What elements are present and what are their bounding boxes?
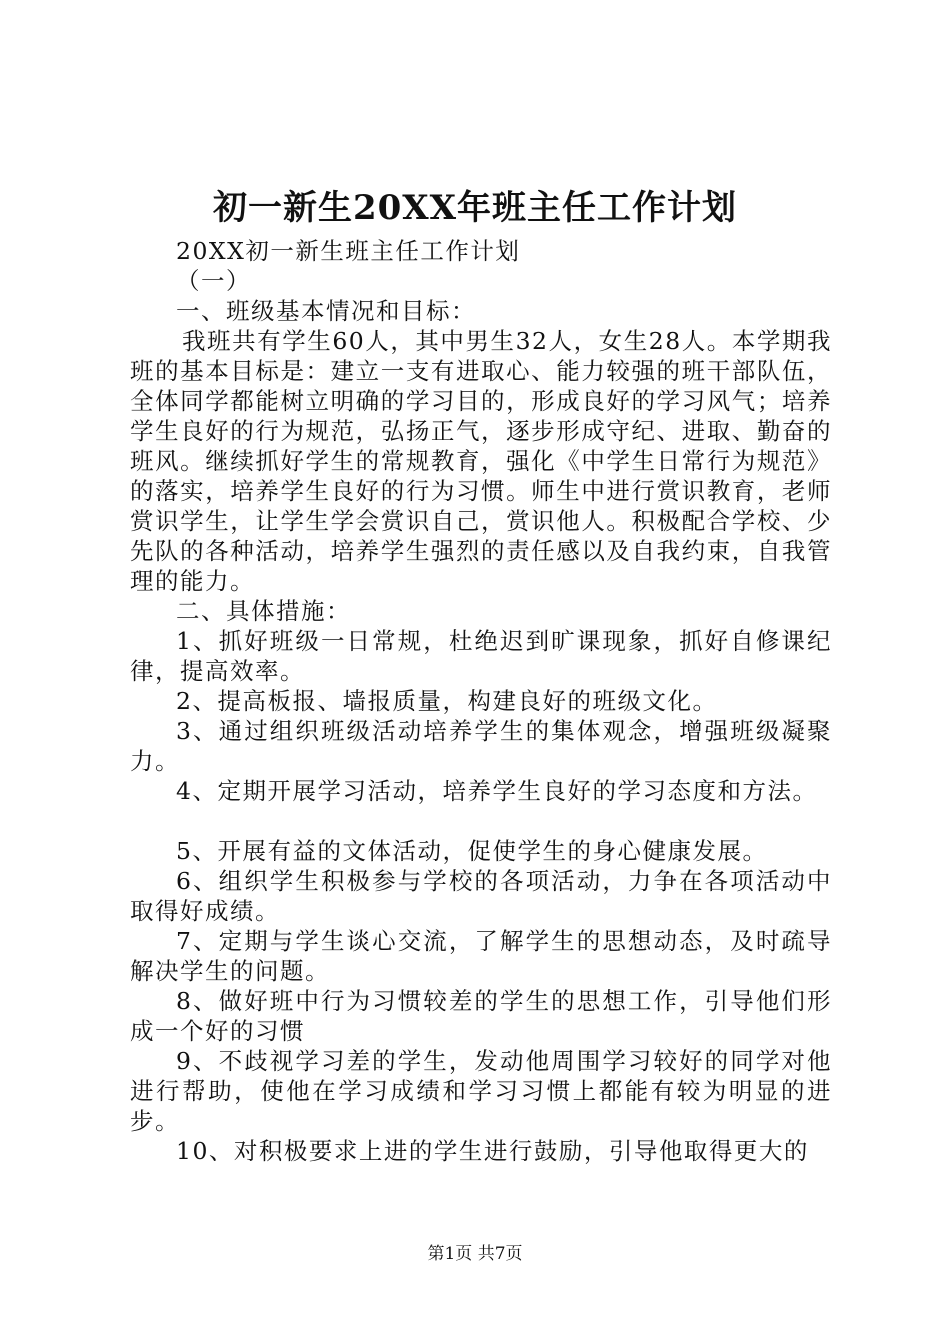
- measure-item: 1、抓好班级一日常规，杜绝迟到旷课现象，抓好自修课纪律，提高效率。: [130, 627, 832, 685]
- measure-item: 4、定期开展学习活动，培养学生良好的学习态度和方法。: [176, 777, 818, 805]
- document-title: 初一新生20XX年班主任工作计划: [212, 188, 738, 228]
- section-heading-2: 二、具体措施：: [176, 597, 351, 625]
- paragraph-gap: [130, 806, 832, 836]
- measure-item: 3、通过组织班级活动培养学生的集体观念，增强班级凝聚力。: [130, 717, 832, 775]
- measure-item: 2、提高板报、墙报质量，构建良好的班级文化。: [176, 687, 718, 715]
- section-paragraph-1: 我班共有学生60人，其中男生32人，女生28人。本学期我班的基本目标是：建立一支有进取心、能力较强的班干部队伍，全体同学都能树立明确的学习目的，形成良好的学习风气；培养学生良好的行为规范，弘扬正气，逐步形成守纪、进取、勤奋的班风。继续抓好学生的常规教育，强化《中学生日常行为规范》的落实，培养学生良好的行为习惯。师生中进行赏识教育，老师赏识学生，让学生学会赏识自己，赏识他人。积极配合学校、少先队的各种活动，培养学生强烈的责任感以及自我约束，自我管理的能力。: [130, 327, 832, 595]
- part-label: （一）: [176, 267, 251, 295]
- measure-item: 5、开展有益的文体活动，促使学生的身心健康发展。: [176, 837, 768, 865]
- section-heading-1: 一、班级基本情况和目标：: [176, 297, 476, 325]
- measure-item: 6、组织学生积极参与学校的各项活动，力争在各项活动中取得好成绩。: [130, 867, 832, 925]
- document-body: [130, 236, 832, 1166]
- measure-item: 10、对积极要求上进的学生进行鼓励，引导他取得更大的: [176, 1137, 809, 1165]
- measure-item: 8、做好班中行为习惯较差的学生的思想工作，引导他们形成一个好的习惯: [130, 987, 832, 1045]
- document-subtitle: 20XX初一新生班主任工作计划: [176, 237, 521, 265]
- page-footer: 第1页 共7页: [427, 1244, 523, 1264]
- measure-item: 9、不歧视学习差的学生，发动他周围学习较好的同学对他进行帮助，使他在学习成绩和学习习惯上都能有较为明显的进步。: [130, 1047, 832, 1135]
- measure-item: 7、定期与学生谈心交流，了解学生的思想动态，及时疏导解决学生的问题。: [130, 927, 832, 985]
